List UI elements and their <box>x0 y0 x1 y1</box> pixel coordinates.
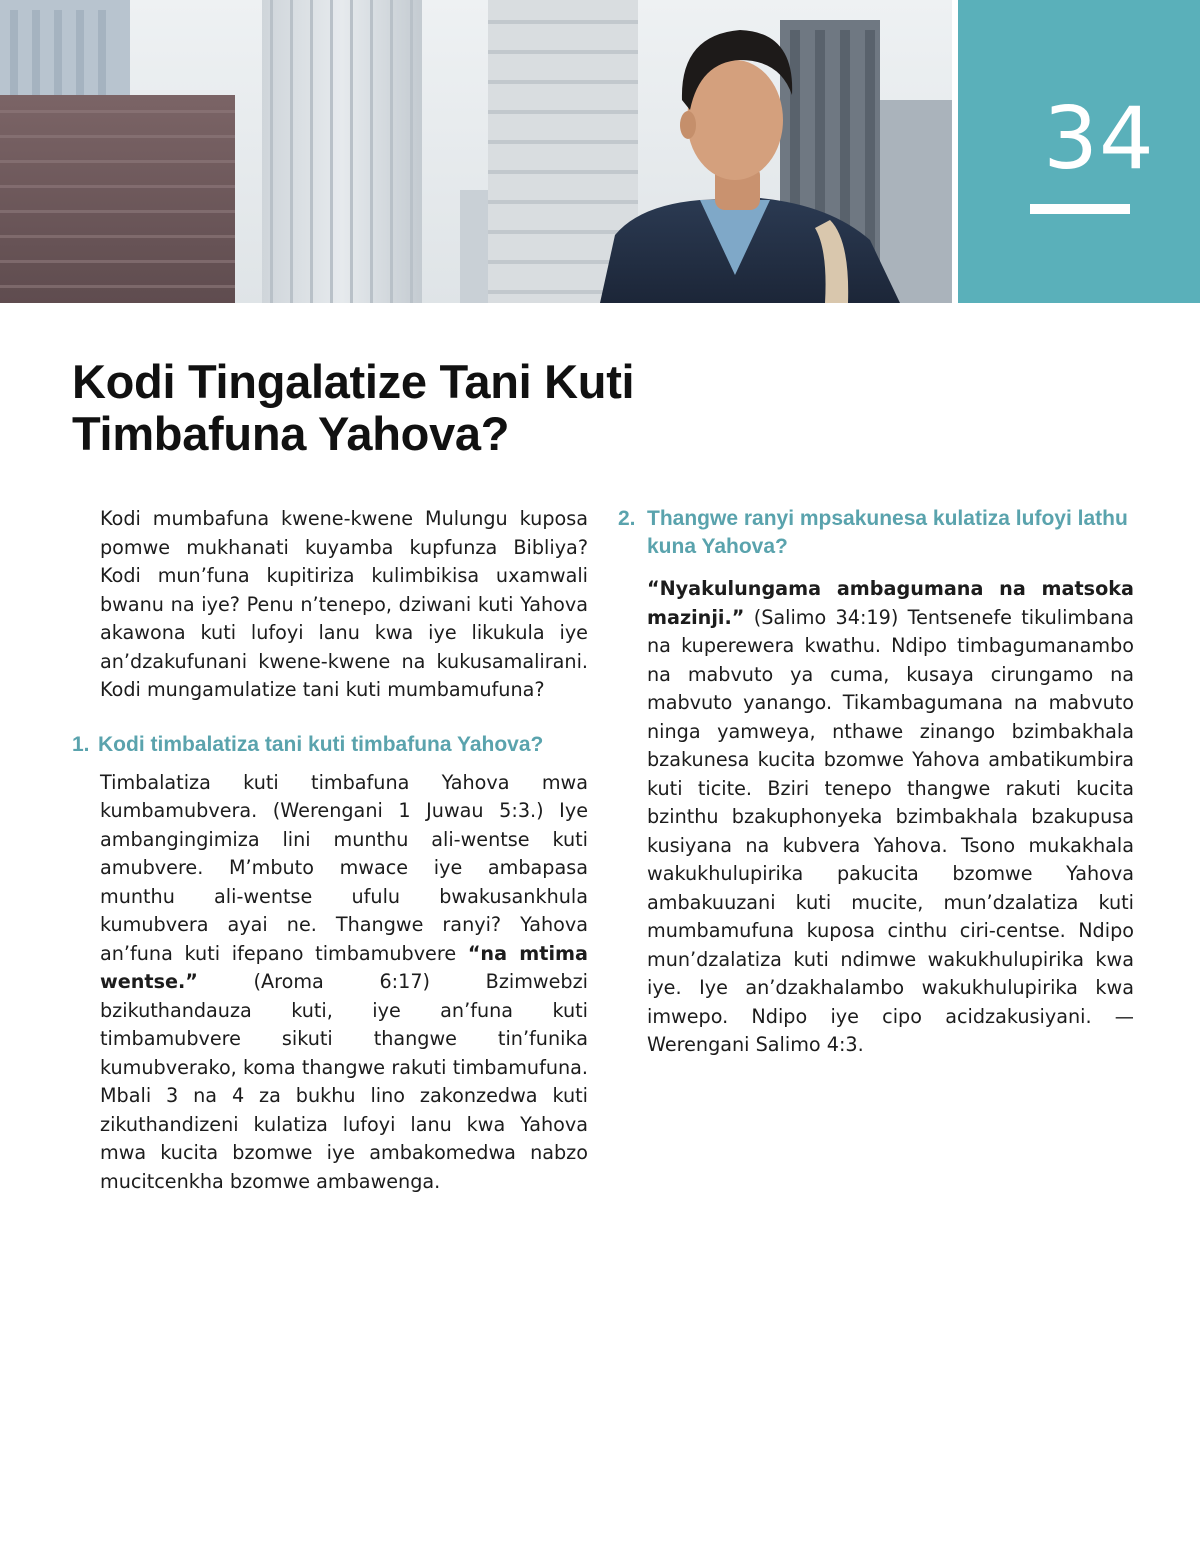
question-number: 1. <box>72 732 90 756</box>
question-number: 2. <box>618 507 636 530</box>
question-1 <box>72 731 588 759</box>
scripture-quote: “Nyakulungama ambagumana na matsoka mazinji.” <box>647 577 1134 629</box>
header-photo <box>0 0 952 303</box>
answer-text: Timbalatiza kuti timbafuna Yahova mwa kumbamubvera. (Werengani 1 Juwau 5:3.) Iye ambangingimiza lini munthu ali-wentse kuti amubvere. M’mbuto mwace iye ambapasa munthu ali-wentse ufulu bwakusankhula kumubvera ayai ne. Thangwe ranyi? Yahova an’funa kuti ifepano timbamubvere <box>100 770 588 965</box>
city-skyline-illustration <box>0 0 952 303</box>
lesson-number: 34 <box>1043 89 1155 189</box>
lesson-number-badge <box>958 0 1200 303</box>
answer-1 <box>72 769 588 1197</box>
lesson-title: Kodi Tingalatize Tani Kuti Timbafuna Yahova? <box>72 355 635 460</box>
right-column <box>618 505 1134 1060</box>
left-column <box>72 505 588 1196</box>
answer-text-continued: (Aroma 6:17) Bzimwebzi bzikuthandauza kuti, iye an’funa kuti timbamubvere sikuti thangwe tin’funika kumubverako, koma thangwe rakuti timbamufuna. Mbali 3 na 4 za bukhu lino zakonzedwa kuti zikuthandizeni kulatiza lufoyi lanu kwa Yahova mwa kucita bzomwe iye ambakomedwa nabzo mucitcenkha bzomwe ambawenga. <box>100 970 588 1193</box>
badge-underline <box>1030 204 1130 214</box>
question-text: Thangwe ranyi mpsakunesa kulatiza lufoyi lathu kuna Yahova? <box>647 507 1128 558</box>
question-2 <box>618 505 1134 561</box>
scripture-quote: “na mtima wentse.” <box>100 941 588 993</box>
answer-text: (Salimo 34:19) Tentsenefe tikulimbana na kuperewera kwathu. Ndipo timbagumanambo na mabvuto ya cuma, kusaya cirungamo na mabvuto yanango. Tikambagumana na mabvuto ninga yamweya, nthawe zinango bzimbakhala bzakunesa kucita bzomwe Yahova ambatikumbira kuti ticite. Bziri tenepo thangwe rakuti kucita bzinthu bzakuphonyeka bzimbakhala bzakupusa kusiyana na kubvera Yahova. Tsono mukakhala wakukhulupirika pakucita bzomwe Yahova ambakuuzani kuti mucite, mun’dzalatiza kuti mumbamufuna kuposa cinthu ciri-centse. Ndipo mun’dzalatiza kuti ndimwe wakukhulupirika kwa iye. Iye an’dzakhalambo wakukhulupirika kwa imwepo. Ndipo iye cipo acidzakusiyani. — Werengani Salimo 4:3. <box>647 605 1134 1056</box>
intro-paragraph: Kodi mumbafuna kwene-kwene Mulungu kuposa pomwe mukhanati kuyamba kupfunza Bibliya? Kodi mun’funa kupitiriza kulimbikisa uxamwali bwanu na iye? Penu n’tenepo, dziwani kuti Yahova akawona kuti lufoyi lanu kwa iye likukula iye an’dzakufunani kwene-kwene na kukusamalirani. Kodi mungamulatize tani kuti mumbamufuna? <box>100 507 588 701</box>
answer-2 <box>618 575 1134 1060</box>
question-text: Kodi timbalatiza tani kuti timbafuna Yahova? <box>98 732 544 756</box>
